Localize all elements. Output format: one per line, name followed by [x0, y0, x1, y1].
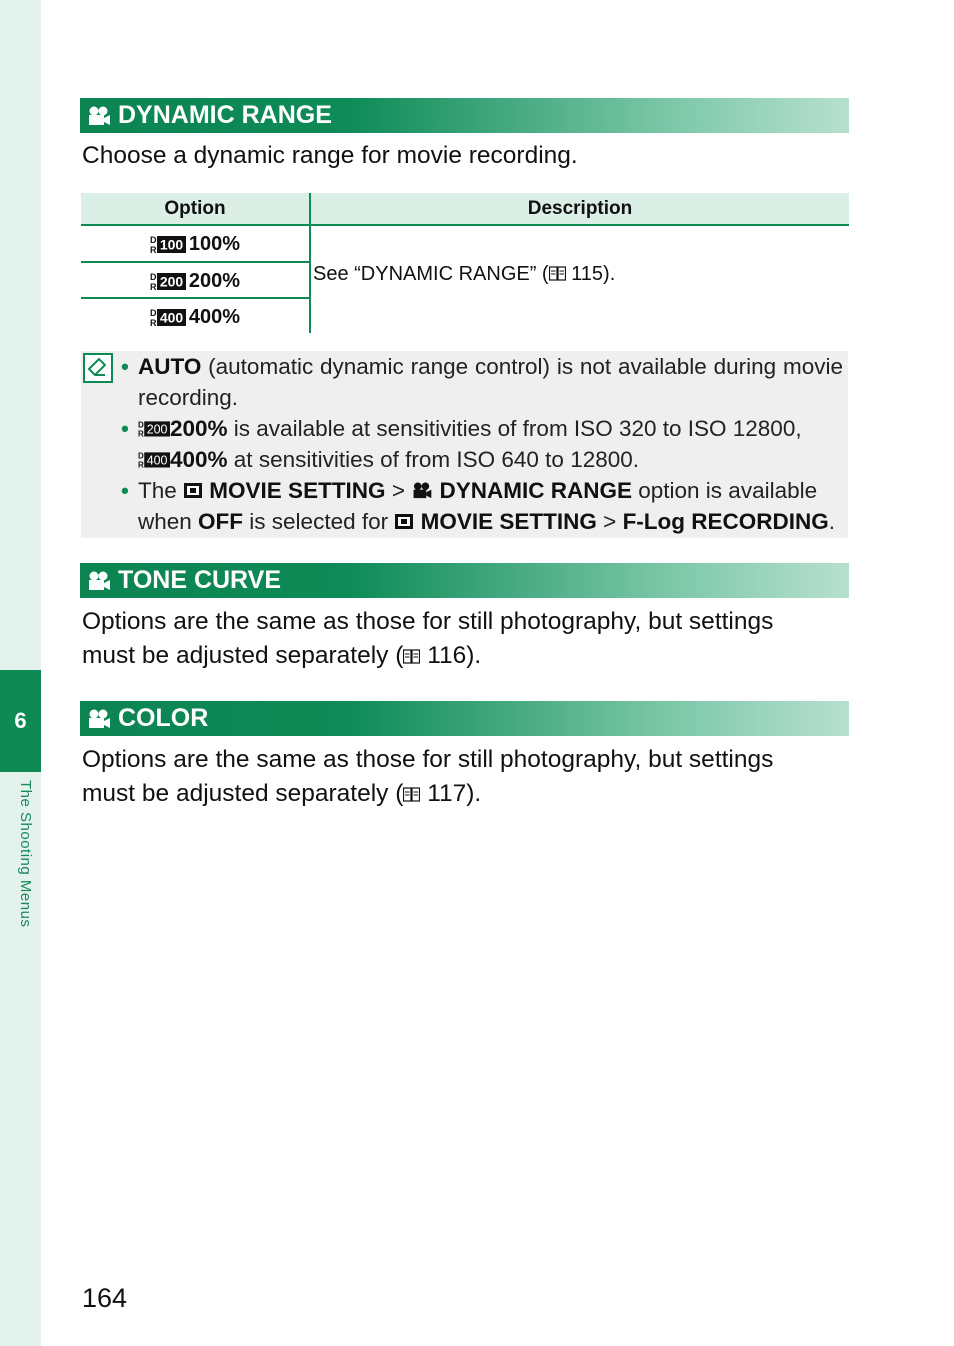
table-row	[81, 226, 309, 262]
book-icon	[403, 787, 420, 802]
svg-text:D: D	[138, 451, 144, 461]
body-line: must be adjusted separately ( 116).	[82, 642, 482, 669]
note-pencil-icon	[83, 353, 113, 383]
svg-text:D: D	[149, 272, 157, 282]
note-text: >	[596, 509, 623, 534]
section-title: COLOR	[118, 704, 209, 732]
book-icon	[403, 649, 420, 664]
note-text: at sensitivities of from ISO 640 to 12800.	[227, 447, 640, 472]
film-icon	[183, 481, 203, 500]
dr-icon	[150, 234, 186, 254]
svg-text:100: 100	[159, 236, 184, 253]
body-line: Options are the same as those for still photography, but settings	[82, 746, 774, 773]
column-divider	[309, 193, 311, 333]
dr-icon	[150, 307, 186, 327]
note-list	[121, 351, 843, 537]
book-icon	[549, 266, 566, 281]
note-bold: 200%	[170, 416, 228, 441]
note-bold: MOVIE SETTING	[420, 509, 597, 534]
section-title: TONE CURVE	[118, 566, 282, 594]
svg-text:D: D	[138, 420, 144, 430]
option-label: 400%	[188, 305, 241, 328]
column-header-description: Description	[527, 197, 633, 219]
note-bold: DYNAMIC RANGE	[439, 478, 632, 503]
description-page-ref: 115).	[565, 263, 616, 285]
table-row	[81, 299, 309, 335]
chapter-number: 6	[14, 708, 27, 733]
movie-camera-icon	[86, 105, 112, 127]
dr-icon	[138, 419, 170, 438]
description-text: See “DYNAMIC RANGE” (	[313, 263, 549, 285]
list-item: • AUTO (automatic dynamic range control) is not available during movie recording.	[121, 354, 843, 410]
column-header-option: Option	[164, 197, 226, 219]
note-bold: MOVIE SETTING	[209, 478, 386, 503]
section-heading-color	[80, 701, 849, 736]
body-line: must be adjusted separately ( 117).	[82, 780, 482, 807]
movie-camera-icon	[86, 708, 112, 730]
note-bold: OFF	[198, 509, 244, 534]
note-box	[81, 351, 848, 538]
svg-text:D: D	[149, 235, 157, 245]
dr-icon	[150, 271, 186, 291]
note-text: is selected for	[243, 509, 395, 534]
film-icon	[394, 512, 414, 531]
svg-text:400: 400	[146, 453, 168, 468]
note-text: The	[138, 478, 184, 503]
dr-icon	[138, 450, 170, 469]
note-text: .	[828, 509, 836, 534]
section-body-color	[82, 743, 852, 811]
section-title: DYNAMIC RANGE	[118, 101, 332, 129]
note-text: option is available when	[138, 478, 818, 534]
section-body-tone-curve	[82, 605, 852, 673]
option-label: 200%	[188, 269, 241, 292]
table-row	[81, 263, 309, 299]
section-intro: Choose a dynamic range for movie recording.	[82, 142, 578, 169]
section-heading-dynamic-range	[80, 98, 849, 133]
svg-text:400: 400	[159, 309, 184, 326]
list-item: • D R 200 200% is available at sensitivities of from ISO 320 to ISO 12800, D R 400 400% at sensitivities of from ISO 640 to 12800.	[121, 416, 802, 472]
option-description	[313, 263, 615, 286]
svg-text:R: R	[149, 318, 157, 327]
note-text: is available at sensitivities of from ISO 320 to ISO 12800,	[227, 416, 802, 441]
svg-text:R: R	[138, 460, 144, 469]
section-heading-tone-curve	[80, 563, 849, 598]
body-line: Options are the same as those for still photography, but settings	[82, 608, 774, 635]
option-label: 100%	[188, 232, 241, 255]
note-bold: AUTO	[138, 354, 202, 379]
svg-text:R: R	[149, 245, 157, 254]
movie-camera-icon	[411, 481, 433, 500]
list-item: • The MOVIE SETTING > DYNAMIC RANGE option is available when OFF is selected for MOVIE SETTING > F-Log RECORDING.	[121, 478, 836, 534]
movie-camera-icon	[86, 570, 112, 592]
svg-text:D: D	[149, 308, 157, 318]
svg-text:R: R	[138, 429, 144, 438]
svg-text:200: 200	[159, 273, 184, 290]
note-text: (automatic dynamic range control) is not available during movie recording.	[138, 354, 843, 410]
note-bold: 400%	[170, 447, 228, 472]
svg-text:R: R	[149, 282, 157, 291]
note-bold: F-Log RECORDING	[622, 509, 829, 534]
chapter-title: The Shooting Menus	[17, 780, 34, 928]
page-number: 164	[82, 1283, 128, 1313]
chapter-tab	[0, 670, 41, 772]
note-text: >	[385, 478, 412, 503]
svg-text:200: 200	[146, 422, 168, 437]
